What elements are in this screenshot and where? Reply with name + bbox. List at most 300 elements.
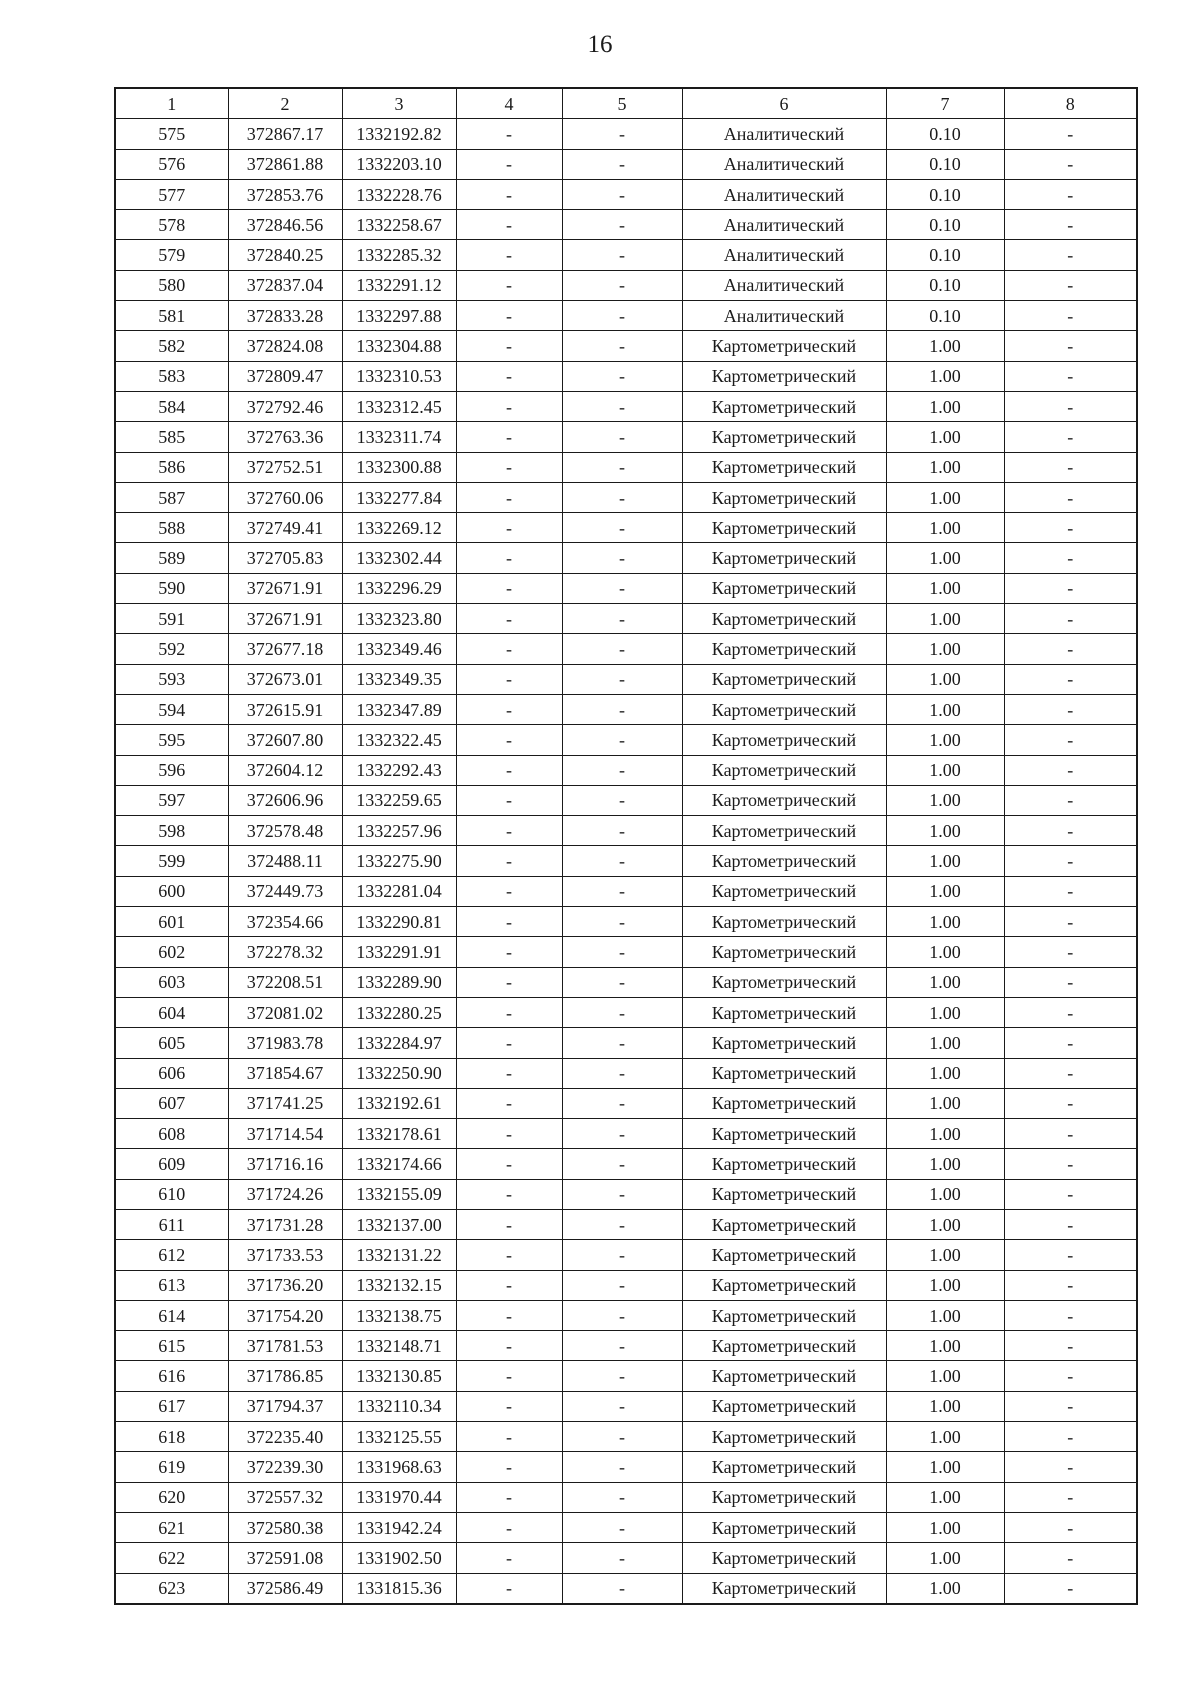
cell-coord-y: 1332296.29 bbox=[342, 573, 456, 603]
cell-precision: 1.00 bbox=[886, 573, 1004, 603]
cell-col-5: - bbox=[562, 1028, 682, 1058]
cell-precision: 0.10 bbox=[886, 270, 1004, 300]
cell-coord-x: 372239.30 bbox=[228, 1452, 342, 1482]
cell-coord-y: 1332269.12 bbox=[342, 513, 456, 543]
cell-col-5: - bbox=[562, 1512, 682, 1542]
cell-method: Картометрический bbox=[682, 1452, 886, 1482]
cell-precision: 1.00 bbox=[886, 1028, 1004, 1058]
table-row bbox=[115, 1361, 1137, 1391]
table-row bbox=[115, 664, 1137, 694]
cell-col-5: - bbox=[562, 725, 682, 755]
cell-precision: 0.10 bbox=[886, 179, 1004, 209]
cell-coord-x: 372867.17 bbox=[228, 119, 342, 149]
cell-method: Картометрический bbox=[682, 997, 886, 1027]
cell-method: Аналитический bbox=[682, 270, 886, 300]
cell-point-number: 578 bbox=[115, 210, 228, 240]
cell-precision: 1.00 bbox=[886, 997, 1004, 1027]
cell-coord-x: 372606.96 bbox=[228, 785, 342, 815]
cell-precision: 1.00 bbox=[886, 694, 1004, 724]
cell-point-number: 610 bbox=[115, 1179, 228, 1209]
cell-method: Аналитический bbox=[682, 301, 886, 331]
cell-method: Картометрический bbox=[682, 331, 886, 361]
cell-method: Картометрический bbox=[682, 422, 886, 452]
cell-point-number: 616 bbox=[115, 1361, 228, 1391]
cell-coord-x: 372840.25 bbox=[228, 240, 342, 270]
cell-col-8: - bbox=[1004, 997, 1137, 1027]
cell-point-number: 622 bbox=[115, 1543, 228, 1573]
table-row bbox=[115, 1300, 1137, 1330]
cell-col-5: - bbox=[562, 785, 682, 815]
cell-col-8: - bbox=[1004, 1300, 1137, 1330]
cell-coord-x: 372861.88 bbox=[228, 149, 342, 179]
cell-precision: 1.00 bbox=[886, 452, 1004, 482]
table-row bbox=[115, 876, 1137, 906]
cell-coord-x: 372677.18 bbox=[228, 634, 342, 664]
cell-point-number: 619 bbox=[115, 1452, 228, 1482]
column-header-8: 8 bbox=[1004, 88, 1137, 119]
table-row bbox=[115, 634, 1137, 664]
cell-col-4: - bbox=[456, 1028, 562, 1058]
cell-coord-x: 372208.51 bbox=[228, 967, 342, 997]
cell-method: Картометрический bbox=[682, 1028, 886, 1058]
cell-coord-y: 1332275.90 bbox=[342, 846, 456, 876]
cell-coord-x: 372607.80 bbox=[228, 725, 342, 755]
cell-coord-x: 372760.06 bbox=[228, 482, 342, 512]
cell-col-8: - bbox=[1004, 876, 1137, 906]
cell-col-5: - bbox=[562, 1240, 682, 1270]
cell-precision: 1.00 bbox=[886, 1119, 1004, 1149]
cell-col-5: - bbox=[562, 391, 682, 421]
cell-coord-x: 372705.83 bbox=[228, 543, 342, 573]
cell-coord-y: 1331902.50 bbox=[342, 1543, 456, 1573]
cell-col-5: - bbox=[562, 1573, 682, 1604]
cell-col-5: - bbox=[562, 997, 682, 1027]
cell-col-4: - bbox=[456, 1058, 562, 1088]
cell-col-8: - bbox=[1004, 1179, 1137, 1209]
column-header-3: 3 bbox=[342, 88, 456, 119]
table-row bbox=[115, 1240, 1137, 1270]
cell-point-number: 589 bbox=[115, 543, 228, 573]
cell-col-4: - bbox=[456, 573, 562, 603]
cell-coord-x: 372792.46 bbox=[228, 391, 342, 421]
cell-method: Картометрический bbox=[682, 543, 886, 573]
cell-coord-x: 371794.37 bbox=[228, 1391, 342, 1421]
cell-coord-x: 371736.20 bbox=[228, 1270, 342, 1300]
cell-col-5: - bbox=[562, 482, 682, 512]
cell-point-number: 582 bbox=[115, 331, 228, 361]
cell-method: Аналитический bbox=[682, 210, 886, 240]
cell-precision: 1.00 bbox=[886, 1361, 1004, 1391]
cell-coord-x: 372749.41 bbox=[228, 513, 342, 543]
cell-col-4: - bbox=[456, 543, 562, 573]
cell-precision: 1.00 bbox=[886, 1088, 1004, 1118]
cell-col-8: - bbox=[1004, 1240, 1137, 1270]
cell-method: Картометрический bbox=[682, 1088, 886, 1118]
cell-precision: 1.00 bbox=[886, 361, 1004, 391]
cell-coord-y: 1332155.09 bbox=[342, 1179, 456, 1209]
cell-coord-x: 372604.12 bbox=[228, 755, 342, 785]
table-row bbox=[115, 1088, 1137, 1118]
cell-col-5: - bbox=[562, 1179, 682, 1209]
cell-point-number: 607 bbox=[115, 1088, 228, 1118]
cell-coord-y: 1332347.89 bbox=[342, 694, 456, 724]
cell-coord-y: 1332291.91 bbox=[342, 937, 456, 967]
table-row bbox=[115, 1270, 1137, 1300]
cell-col-4: - bbox=[456, 179, 562, 209]
table-row bbox=[115, 937, 1137, 967]
cell-col-8: - bbox=[1004, 391, 1137, 421]
cell-point-number: 611 bbox=[115, 1209, 228, 1239]
cell-col-4: - bbox=[456, 1119, 562, 1149]
cell-col-4: - bbox=[456, 270, 562, 300]
cell-precision: 1.00 bbox=[886, 1482, 1004, 1512]
cell-col-4: - bbox=[456, 1209, 562, 1239]
cell-point-number: 605 bbox=[115, 1028, 228, 1058]
table-row bbox=[115, 452, 1137, 482]
cell-coord-x: 371724.26 bbox=[228, 1179, 342, 1209]
cell-coord-y: 1332280.25 bbox=[342, 997, 456, 1027]
cell-col-5: - bbox=[562, 1422, 682, 1452]
cell-col-4: - bbox=[456, 694, 562, 724]
table-row bbox=[115, 119, 1137, 149]
cell-method: Картометрический bbox=[682, 694, 886, 724]
cell-col-8: - bbox=[1004, 1270, 1137, 1300]
table-row bbox=[115, 967, 1137, 997]
cell-coord-x: 371741.25 bbox=[228, 1088, 342, 1118]
cell-method: Картометрический bbox=[682, 1422, 886, 1452]
cell-precision: 1.00 bbox=[886, 482, 1004, 512]
cell-point-number: 577 bbox=[115, 179, 228, 209]
cell-method: Картометрический bbox=[682, 846, 886, 876]
table-row bbox=[115, 482, 1137, 512]
cell-col-5: - bbox=[562, 694, 682, 724]
cell-col-5: - bbox=[562, 816, 682, 846]
cell-precision: 0.10 bbox=[886, 119, 1004, 149]
cell-point-number: 612 bbox=[115, 1240, 228, 1270]
cell-col-8: - bbox=[1004, 361, 1137, 391]
cell-col-8: - bbox=[1004, 452, 1137, 482]
cell-col-4: - bbox=[456, 1452, 562, 1482]
cell-col-5: - bbox=[562, 119, 682, 149]
cell-precision: 1.00 bbox=[886, 1512, 1004, 1542]
cell-col-8: - bbox=[1004, 240, 1137, 270]
cell-coord-y: 1332304.88 bbox=[342, 331, 456, 361]
table-row bbox=[115, 846, 1137, 876]
cell-col-4: - bbox=[456, 785, 562, 815]
cell-col-5: - bbox=[562, 1482, 682, 1512]
cell-method: Картометрический bbox=[682, 482, 886, 512]
cell-col-8: - bbox=[1004, 543, 1137, 573]
cell-col-4: - bbox=[456, 361, 562, 391]
cell-precision: 1.00 bbox=[886, 1543, 1004, 1573]
cell-col-8: - bbox=[1004, 119, 1137, 149]
cell-point-number: 584 bbox=[115, 391, 228, 421]
cell-col-4: - bbox=[456, 755, 562, 785]
cell-coord-x: 372580.38 bbox=[228, 1512, 342, 1542]
cell-col-8: - bbox=[1004, 937, 1137, 967]
cell-coord-x: 372488.11 bbox=[228, 846, 342, 876]
cell-precision: 1.00 bbox=[886, 391, 1004, 421]
table-row bbox=[115, 1512, 1137, 1542]
cell-coord-y: 1332323.80 bbox=[342, 604, 456, 634]
table-row bbox=[115, 816, 1137, 846]
cell-col-5: - bbox=[562, 1331, 682, 1361]
cell-col-5: - bbox=[562, 422, 682, 452]
cell-col-5: - bbox=[562, 1088, 682, 1118]
cell-precision: 1.00 bbox=[886, 1270, 1004, 1300]
cell-point-number: 613 bbox=[115, 1270, 228, 1300]
cell-method: Аналитический bbox=[682, 149, 886, 179]
cell-method: Картометрический bbox=[682, 1058, 886, 1088]
cell-coord-y: 1332110.34 bbox=[342, 1391, 456, 1421]
cell-point-number: 603 bbox=[115, 967, 228, 997]
cell-point-number: 596 bbox=[115, 755, 228, 785]
cell-coord-x: 372557.32 bbox=[228, 1482, 342, 1512]
cell-precision: 1.00 bbox=[886, 1058, 1004, 1088]
table-row bbox=[115, 210, 1137, 240]
cell-point-number: 601 bbox=[115, 907, 228, 937]
cell-col-4: - bbox=[456, 1088, 562, 1118]
cell-col-4: - bbox=[456, 1361, 562, 1391]
cell-col-4: - bbox=[456, 725, 562, 755]
cell-point-number: 588 bbox=[115, 513, 228, 543]
cell-col-5: - bbox=[562, 452, 682, 482]
cell-coord-x: 372586.49 bbox=[228, 1573, 342, 1604]
cell-col-4: - bbox=[456, 452, 562, 482]
cell-precision: 1.00 bbox=[886, 543, 1004, 573]
cell-method: Картометрический bbox=[682, 1209, 886, 1239]
table-row bbox=[115, 240, 1137, 270]
cell-method: Картометрический bbox=[682, 1149, 886, 1179]
cell-point-number: 594 bbox=[115, 694, 228, 724]
cell-precision: 0.10 bbox=[886, 240, 1004, 270]
cell-coord-x: 372591.08 bbox=[228, 1543, 342, 1573]
cell-coord-y: 1332250.90 bbox=[342, 1058, 456, 1088]
cell-col-4: - bbox=[456, 876, 562, 906]
cell-col-4: - bbox=[456, 634, 562, 664]
cell-col-8: - bbox=[1004, 1452, 1137, 1482]
cell-method: Картометрический bbox=[682, 391, 886, 421]
cell-precision: 1.00 bbox=[886, 422, 1004, 452]
cell-col-8: - bbox=[1004, 725, 1137, 755]
cell-col-4: - bbox=[456, 907, 562, 937]
cell-col-5: - bbox=[562, 1543, 682, 1573]
column-header-7: 7 bbox=[886, 88, 1004, 119]
cell-col-8: - bbox=[1004, 1088, 1137, 1118]
cell-col-4: - bbox=[456, 604, 562, 634]
table-row bbox=[115, 1482, 1137, 1512]
cell-precision: 1.00 bbox=[886, 967, 1004, 997]
coordinates-table bbox=[114, 87, 1138, 1605]
cell-precision: 1.00 bbox=[886, 725, 1004, 755]
cell-point-number: 590 bbox=[115, 573, 228, 603]
cell-col-5: - bbox=[562, 210, 682, 240]
table-row bbox=[115, 785, 1137, 815]
cell-coord-y: 1332228.76 bbox=[342, 179, 456, 209]
cell-coord-y: 1332285.32 bbox=[342, 240, 456, 270]
cell-coord-x: 372354.66 bbox=[228, 907, 342, 937]
cell-col-5: - bbox=[562, 1119, 682, 1149]
cell-col-8: - bbox=[1004, 664, 1137, 694]
cell-coord-x: 372846.56 bbox=[228, 210, 342, 240]
cell-coord-y: 1332137.00 bbox=[342, 1209, 456, 1239]
cell-coord-x: 372615.91 bbox=[228, 694, 342, 724]
cell-precision: 1.00 bbox=[886, 1331, 1004, 1361]
cell-col-8: - bbox=[1004, 1058, 1137, 1088]
cell-coord-x: 371786.85 bbox=[228, 1361, 342, 1391]
cell-col-8: - bbox=[1004, 422, 1137, 452]
cell-point-number: 623 bbox=[115, 1573, 228, 1604]
cell-col-4: - bbox=[456, 1179, 562, 1209]
cell-method: Картометрический bbox=[682, 907, 886, 937]
table-row bbox=[115, 1179, 1137, 1209]
cell-method: Картометрический bbox=[682, 634, 886, 664]
cell-precision: 1.00 bbox=[886, 1391, 1004, 1421]
cell-col-4: - bbox=[456, 1270, 562, 1300]
cell-col-8: - bbox=[1004, 1028, 1137, 1058]
cell-col-4: - bbox=[456, 1240, 562, 1270]
cell-col-5: - bbox=[562, 1391, 682, 1421]
cell-method: Картометрический bbox=[682, 604, 886, 634]
table-row bbox=[115, 997, 1137, 1027]
cell-coord-y: 1332281.04 bbox=[342, 876, 456, 906]
cell-col-5: - bbox=[562, 967, 682, 997]
cell-col-5: - bbox=[562, 1452, 682, 1482]
cell-coord-x: 372081.02 bbox=[228, 997, 342, 1027]
cell-col-5: - bbox=[562, 270, 682, 300]
cell-coord-x: 372853.76 bbox=[228, 179, 342, 209]
cell-method: Картометрический bbox=[682, 937, 886, 967]
column-header-1: 1 bbox=[115, 88, 228, 119]
cell-method: Картометрический bbox=[682, 1573, 886, 1604]
cell-coord-y: 1332302.44 bbox=[342, 543, 456, 573]
cell-coord-y: 1332277.84 bbox=[342, 482, 456, 512]
cell-col-8: - bbox=[1004, 816, 1137, 846]
cell-coord-x: 372824.08 bbox=[228, 331, 342, 361]
cell-col-8: - bbox=[1004, 1209, 1137, 1239]
cell-coord-y: 1331968.63 bbox=[342, 1452, 456, 1482]
cell-precision: 1.00 bbox=[886, 1452, 1004, 1482]
table-row bbox=[115, 270, 1137, 300]
cell-col-8: - bbox=[1004, 573, 1137, 603]
cell-col-5: - bbox=[562, 876, 682, 906]
cell-precision: 0.10 bbox=[886, 301, 1004, 331]
cell-col-8: - bbox=[1004, 1149, 1137, 1179]
table-body bbox=[115, 119, 1137, 1604]
column-header-6: 6 bbox=[682, 88, 886, 119]
cell-coord-x: 372833.28 bbox=[228, 301, 342, 331]
cell-col-8: - bbox=[1004, 694, 1137, 724]
cell-col-4: - bbox=[456, 1300, 562, 1330]
cell-col-5: - bbox=[562, 604, 682, 634]
cell-col-4: - bbox=[456, 149, 562, 179]
cell-col-4: - bbox=[456, 513, 562, 543]
cell-coord-x: 372673.01 bbox=[228, 664, 342, 694]
cell-coord-x: 372752.51 bbox=[228, 452, 342, 482]
cell-point-number: 597 bbox=[115, 785, 228, 815]
cell-coord-y: 1332132.15 bbox=[342, 1270, 456, 1300]
cell-coord-y: 1332257.96 bbox=[342, 816, 456, 846]
cell-point-number: 587 bbox=[115, 482, 228, 512]
cell-coord-y: 1332312.45 bbox=[342, 391, 456, 421]
cell-coord-x: 371716.16 bbox=[228, 1149, 342, 1179]
cell-point-number: 620 bbox=[115, 1482, 228, 1512]
cell-point-number: 580 bbox=[115, 270, 228, 300]
cell-point-number: 583 bbox=[115, 361, 228, 391]
table-row bbox=[115, 179, 1137, 209]
cell-col-8: - bbox=[1004, 301, 1137, 331]
table-row bbox=[115, 1149, 1137, 1179]
cell-col-8: - bbox=[1004, 1543, 1137, 1573]
cell-coord-y: 1332192.82 bbox=[342, 119, 456, 149]
cell-col-4: - bbox=[456, 1391, 562, 1421]
cell-method: Картометрический bbox=[682, 1270, 886, 1300]
cell-coord-x: 371754.20 bbox=[228, 1300, 342, 1330]
cell-col-5: - bbox=[562, 179, 682, 209]
table-row bbox=[115, 361, 1137, 391]
cell-col-4: - bbox=[456, 664, 562, 694]
cell-col-5: - bbox=[562, 755, 682, 785]
cell-precision: 1.00 bbox=[886, 937, 1004, 967]
cell-point-number: 600 bbox=[115, 876, 228, 906]
cell-col-4: - bbox=[456, 482, 562, 512]
cell-precision: 1.00 bbox=[886, 816, 1004, 846]
cell-precision: 1.00 bbox=[886, 513, 1004, 543]
cell-coord-x: 372763.36 bbox=[228, 422, 342, 452]
cell-col-5: - bbox=[562, 846, 682, 876]
table-row bbox=[115, 755, 1137, 785]
cell-method: Картометрический bbox=[682, 664, 886, 694]
cell-coord-y: 1332292.43 bbox=[342, 755, 456, 785]
cell-col-5: - bbox=[562, 1149, 682, 1179]
cell-col-4: - bbox=[456, 301, 562, 331]
cell-precision: 0.10 bbox=[886, 149, 1004, 179]
table-row bbox=[115, 391, 1137, 421]
table-row bbox=[115, 301, 1137, 331]
cell-method: Картометрический bbox=[682, 755, 886, 785]
cell-method: Картометрический bbox=[682, 573, 886, 603]
cell-coord-y: 1332148.71 bbox=[342, 1331, 456, 1361]
cell-col-5: - bbox=[562, 513, 682, 543]
cell-coord-x: 371781.53 bbox=[228, 1331, 342, 1361]
cell-method: Картометрический bbox=[682, 1240, 886, 1270]
cell-col-4: - bbox=[456, 1422, 562, 1452]
cell-point-number: 609 bbox=[115, 1149, 228, 1179]
cell-coord-y: 1332290.81 bbox=[342, 907, 456, 937]
cell-col-5: - bbox=[562, 1270, 682, 1300]
cell-precision: 1.00 bbox=[886, 664, 1004, 694]
cell-coord-y: 1332174.66 bbox=[342, 1149, 456, 1179]
cell-col-4: - bbox=[456, 240, 562, 270]
cell-col-5: - bbox=[562, 634, 682, 664]
cell-method: Картометрический bbox=[682, 1391, 886, 1421]
cell-col-8: - bbox=[1004, 634, 1137, 664]
cell-coord-x: 372278.32 bbox=[228, 937, 342, 967]
table-row bbox=[115, 1573, 1137, 1604]
cell-col-5: - bbox=[562, 331, 682, 361]
cell-point-number: 586 bbox=[115, 452, 228, 482]
cell-method: Картометрический bbox=[682, 876, 886, 906]
column-header-2: 2 bbox=[228, 88, 342, 119]
cell-col-5: - bbox=[562, 361, 682, 391]
cell-point-number: 581 bbox=[115, 301, 228, 331]
cell-precision: 1.00 bbox=[886, 846, 1004, 876]
cell-point-number: 618 bbox=[115, 1422, 228, 1452]
cell-col-4: - bbox=[456, 1331, 562, 1361]
cell-coord-y: 1332289.90 bbox=[342, 967, 456, 997]
cell-col-4: - bbox=[456, 1543, 562, 1573]
table-row bbox=[115, 513, 1137, 543]
